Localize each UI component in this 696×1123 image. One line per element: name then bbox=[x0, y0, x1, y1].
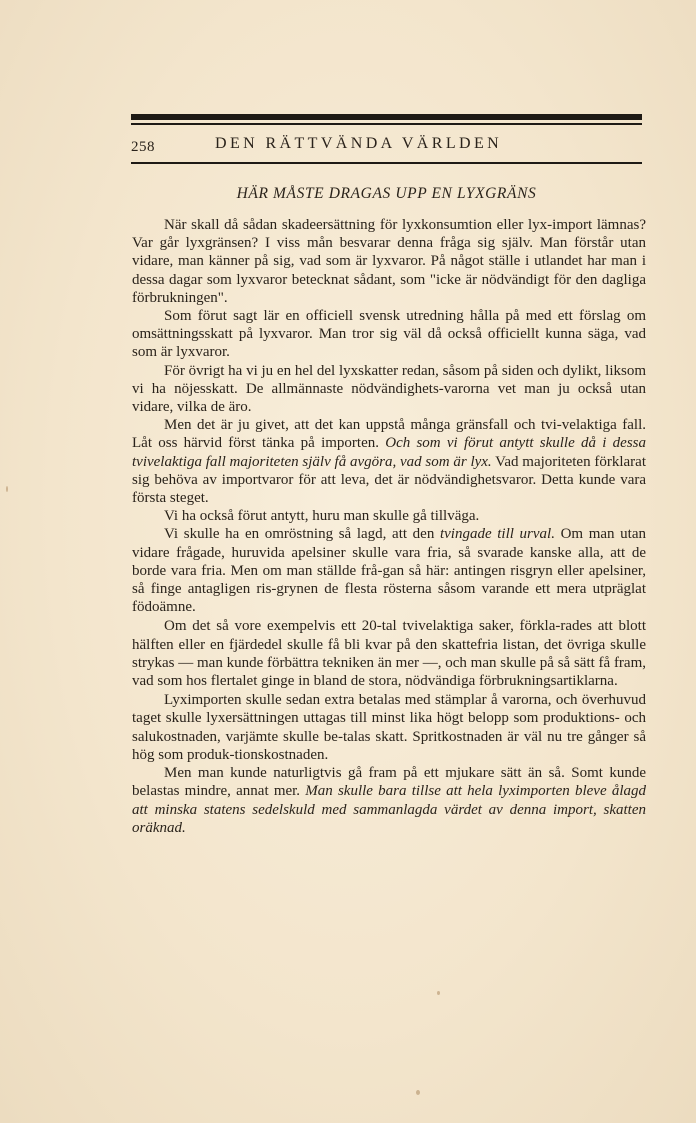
paper-speck bbox=[437, 991, 440, 995]
paragraph-4-emphasis: Och som vi förut antytt skulle då i dessa tvivelaktiga fall majoriteten själv få avgöra, vad som är lyx. bbox=[132, 435, 646, 470]
paragraph-6-emphasis: tvingade till urval. bbox=[439, 526, 555, 543]
paragraph-9-lead: Men man kunde naturligtvis gå fram på ett mjukare sätt än så. Somt kunde belastas mindre, annat mer. bbox=[132, 765, 646, 800]
header-rule-thick bbox=[131, 114, 642, 120]
paper-speck bbox=[416, 1090, 420, 1095]
paper-speck bbox=[6, 486, 8, 492]
paragraph-2: Som förut sagt lär en officiell svensk utredning hålla på med ett förslag om omsättningsskatt på lyxvaror. Man tror sig väl då också officiellt kunna säga, vad som är lyxvaror. bbox=[132, 308, 646, 361]
paragraph-3: För övrigt ha vi ju en hel del lyxskatter redan, såsom på siden och dylikt, liksom vi ha nöjesskatt. De allmännaste nödvändighets-varorna vet man ju också utan vidare, vilka de äro. bbox=[132, 362, 646, 416]
section-title: HÄR MÅSTE DRAGAS UPP EN LYXGRÄNS bbox=[236, 185, 537, 202]
paragraph-5: Vi ha också förut antytt, huru man skulle gå tillväga. bbox=[164, 508, 480, 525]
page-header bbox=[131, 133, 642, 161]
paragraph-4-lead: Men det är ju givet, att det kan uppstå många gränsfall och tvi-velaktiga fall. Låt oss härvid först tänka på importen. bbox=[132, 417, 646, 452]
paragraph-4 bbox=[132, 416, 646, 507]
paragraph-6 bbox=[132, 525, 646, 616]
paragraph-9 bbox=[132, 764, 646, 837]
paragraph-6-tail: Om man utan vidare frågade, huruvida apelsiner skulle vara fria, så svarade kanske alla, att de borde vara fria. Men om man ställde frå-gan så här: antingen risgryn eller apelsiner, så finge antagligen ris-grynen de flesta rösterna såsom varande ett mera utpräglat födoämne. bbox=[132, 526, 647, 616]
header-underline bbox=[131, 162, 642, 164]
paragraph-1: När skall då sådan skadeersättning för lyxkonsumtion eller lyx-import lämnas? Var går lyxgränsen? I viss mån besvarar denna fråga sig själv. Man förstår utan vidare, man känner på sig, vad som är lyxvaror. På något ställe i utlandet har man i dessa dagar som lyxvaror betecknat sådant, som "icke är nödvändigt för den dagliga förbrukningen". bbox=[132, 217, 646, 306]
running-title: DEN RÄTTVÄNDA VÄRLDEN bbox=[215, 135, 503, 152]
paragraph-7: Om det så vore exempelvis ett 20-tal tvivelaktiga saker, förkla-rades att blott hälften eller en fjärdedel skulle få bli kvar på den skattefria listan, det övriga skulle strykas — man kunde förbättra tekniken än mer —, och man skulle på så sätt få fram, vad som hos flertalet ginge in bland de stora, nödvändiga förbrukningsartiklarna. bbox=[132, 618, 647, 690]
body-text bbox=[132, 216, 646, 837]
paragraph-9-emphasis: Man skulle bara tillse att hela lyximporten bleve ålagd att minska statens sedelskuld med sammanlagda värdet av denna import, skatten oräknad. bbox=[132, 783, 646, 836]
header-rule-thin bbox=[131, 123, 642, 125]
page-number: 258 bbox=[131, 139, 155, 155]
paragraph-4-tail: Vad majoriteten förklarat sig behöva av importvaror för att leva, det är nödvändighetsvaror. Detta kunde vara första steget. bbox=[132, 453, 646, 507]
paragraph-6-lead: Vi skulle ha en omröstning så lagd, att den bbox=[164, 526, 440, 543]
paragraph-8: Lyximporten skulle sedan extra betalas med stämplar å varorna, och överhuvud taget skulle lyxersättningen uttagas till minst lika högt belopp som produktions- och salukostnaden, varjämte skulle be-talas skatt. Spritkostnaden är väl nu tre gånger så hög som produk-tionskostnaden. bbox=[132, 692, 646, 763]
